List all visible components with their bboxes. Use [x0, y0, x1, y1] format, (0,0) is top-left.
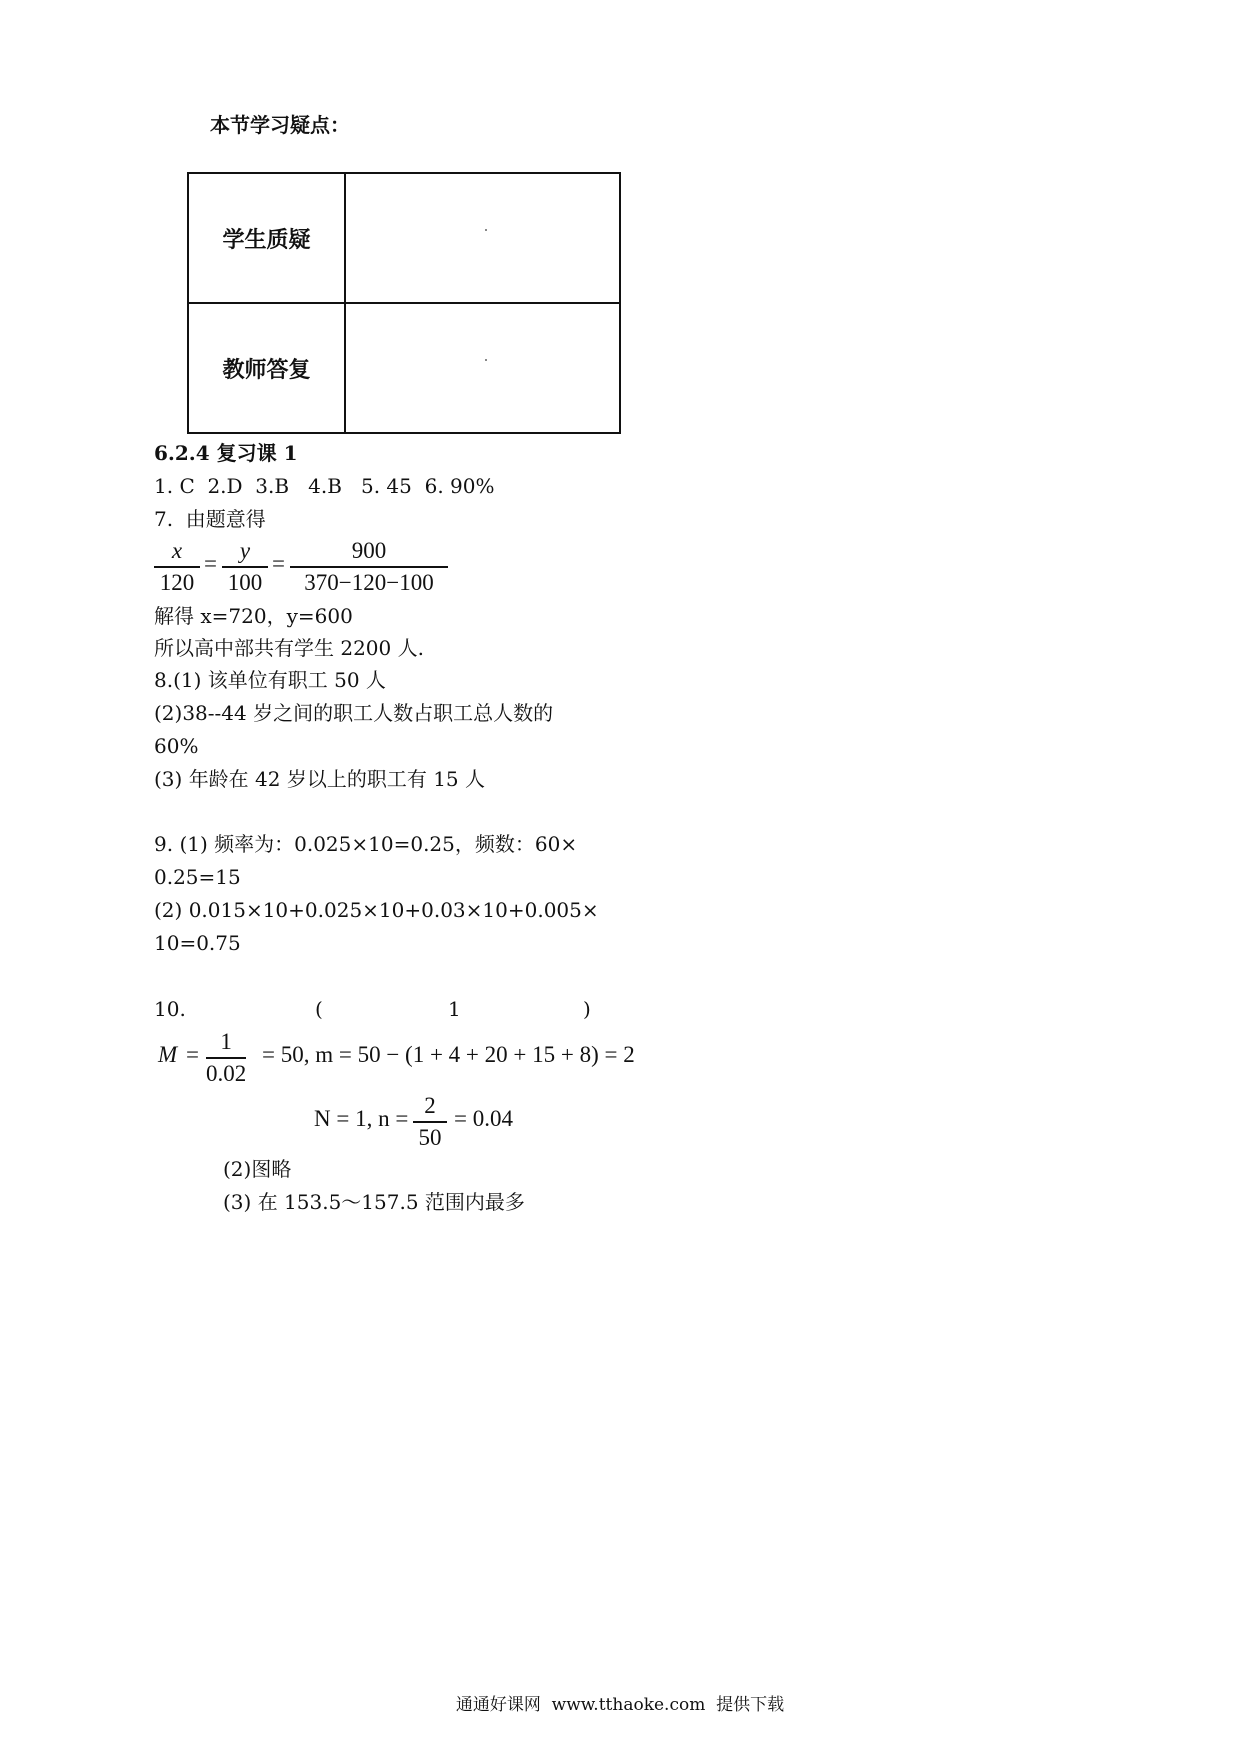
equals-sign: = — [186, 1042, 199, 1067]
q7-fraction-y: y 100 — [222, 536, 268, 598]
q9-part2-cont: 10=0.75 — [154, 931, 241, 955]
q10-paren-open: ( — [315, 997, 323, 1021]
student-question-label: 学生质疑 — [188, 173, 345, 303]
q8-part2: (2)38--44 岁之间的职工人数占职工总人数的 — [154, 701, 554, 725]
section-title: 6.2.4 复习课 1 — [154, 441, 298, 465]
q9-part1-cont: 0.25=15 — [154, 865, 241, 889]
q10-eq2-lead: N = 1, n = — [314, 1106, 409, 1131]
q8-part1: 8.(1) 该单位有职工 50 人 — [154, 668, 386, 692]
q9-part1: 9. (1) 频率为：0.025×10=0.25，频数：60× — [154, 832, 578, 856]
q9-part2: (2) 0.015×10+0.025×10+0.03×10+0.005× — [154, 898, 599, 922]
q10-eq1-fraction: 1 0.02 — [206, 1029, 247, 1086]
q8-part3: (3) 年龄在 42 岁以上的职工有 15 人 — [154, 767, 486, 791]
equals-sign: = — [272, 551, 285, 576]
q7-solve: 解得 x=720，y=600 — [154, 604, 353, 628]
doubt-table — [187, 172, 621, 434]
q7-fraction-x: x 120 — [154, 536, 200, 598]
teacher-answer-label: 教师答复 — [188, 303, 345, 433]
answers-line: 1. C 2.D 3.B 4.B 5. 45 6. 90% — [154, 474, 495, 498]
q10-part-number: 1 — [448, 997, 461, 1021]
q10-number: 10. — [154, 997, 186, 1021]
q10-part2: (2)图略 — [223, 1157, 292, 1181]
q10-eq2-rest: = 0.04 — [454, 1106, 513, 1131]
q7-conclusion: 所以高中部共有学生 2200 人. — [154, 636, 424, 660]
page-heading: 本节学习疑点： — [210, 113, 350, 137]
q8-part2-cont: 60% — [154, 734, 199, 758]
footer: 通通好课网 www.tthaoke.com 提供下载 — [455, 1695, 785, 1715]
q10-eq1-M: M — [158, 1042, 178, 1067]
equals-sign: = — [204, 551, 217, 576]
teacher-answer-cell[interactable] — [345, 303, 620, 433]
q10-eq1-rest: = 50, m = 50 − (1 + 4 + 20 + 15 + 8) = 2 — [262, 1042, 635, 1067]
q10-eq2-fraction: 2 50 — [413, 1091, 447, 1153]
table-row — [188, 173, 620, 303]
q7-fraction-total: 900 370−120−100 — [290, 536, 448, 598]
q10-part3: (3) 在 153.5～157.5 范围内最多 — [223, 1190, 525, 1214]
q7-intro: 7. 由题意得 — [154, 507, 266, 531]
student-question-cell[interactable] — [345, 173, 620, 303]
table-row — [188, 303, 620, 433]
q10-paren-close: ) — [583, 997, 591, 1021]
